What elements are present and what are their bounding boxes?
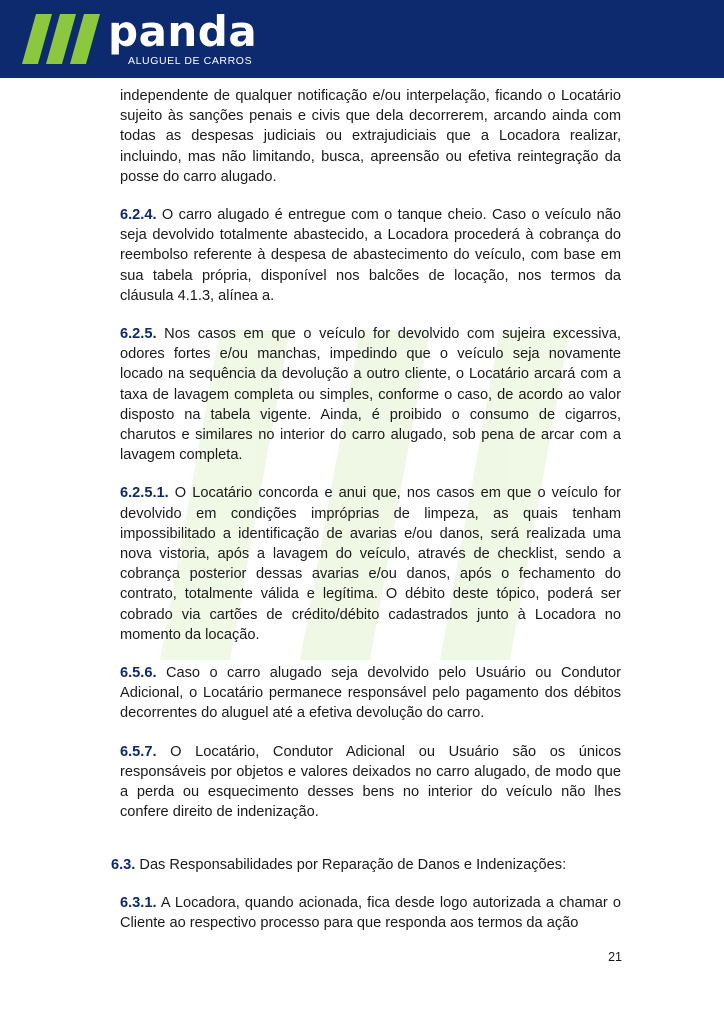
- panda-logo-icon: [22, 14, 106, 64]
- clause-number: 6.2.4.: [120, 207, 157, 224]
- document-body: [111, 86, 621, 951]
- section-number: 6.3.: [111, 856, 136, 873]
- clause-text: Caso o carro alugado seja devolvido pelo Usuário ou Condutor Adicional, o Locatário permanece responsável pelo pagamento dos débitos decorrentes do aluguel até a efetiva devolução do carro.: [120, 665, 621, 722]
- clause-6-5-7: [120, 742, 621, 823]
- clause-text: Nos casos em que o veículo for devolvido com sujeira excessiva, odores fortes e/ou manchas, impedindo que o veículo seja novamente locado na sequência da devolução a outro cliente, o Locatário arcará com a taxa de lavagem completa ou simples, conforme o caso, de acordo ao valor disposto na tabela vigente. Ainda, é proibido o consumo de cigarros, charutos e similares no interior do carro alugado, sob pena de arcar com a lavagem completa.: [120, 326, 621, 464]
- clause-number: 6.3.1.: [120, 894, 157, 911]
- clause-6-2-5: [120, 324, 621, 465]
- section-heading: [111, 855, 621, 875]
- brand-tagline: ALUGUEL DE CARROS: [128, 55, 253, 67]
- clause-6-2-4: [120, 205, 621, 306]
- clause-number: 6.5.7.: [120, 743, 157, 760]
- clause-number: 6.2.5.: [120, 326, 157, 343]
- section-spacer: [120, 841, 621, 855]
- section-title: Das Responsabilidades por Reparação de Danos e Indenizações:: [135, 856, 567, 873]
- brand-name: panda: [108, 7, 258, 56]
- clause-6-3-1: [120, 893, 621, 933]
- clause-text: O carro alugado é entregue com o tanque cheio. Caso o veículo não seja devolvido totalmente abastecido, a Locadora procederá à cobrança do reembolso referente à despesa de abastecimento do veículo, com base em sua tabela própria, disponível nos balcões de locação, nos termos da cláusula 4.1.3, alínea a.: [120, 207, 621, 304]
- page-header: [0, 0, 724, 78]
- page-number: 21: [608, 950, 622, 964]
- clause-number: 6.2.5.1.: [120, 485, 169, 502]
- clause-number: 6.5.6.: [120, 665, 157, 682]
- paragraph-continuation: [120, 86, 621, 187]
- clause-text: independente de qualquer notificação e/ou interpelação, ficando o Locatário sujeito às sanções penais e civis que dela decorrerem, arcando ainda com todas as despesas judiciais ou extrajudiciais que a Locadora realizar, incluindo, mas não limitando, busca, apreensão ou efetiva reintegração da posse do carro alugado.: [120, 88, 621, 185]
- clause-text: A Locadora, quando acionada, fica desde logo autorizada a chamar o Cliente ao respectivo processo para que responda aos termos da ação: [120, 894, 621, 931]
- clause-6-2-5-1: [120, 483, 621, 645]
- clause-text: O Locatário, Condutor Adicional ou Usuário são os únicos responsáveis por objetos e valores deixados no carro alugado, de modo que a perda ou esquecimento desses bens no interior do veículo não lhes confere direito de indenização.: [120, 743, 621, 821]
- clause-text: O Locatário concorda e anui que, nos casos em que o veículo for devolvido em condições impróprias de limpeza, as quais tenham impossibilitado a identificação de avarias e/ou danos, será realizada uma nova vistoria, após a lavagem do veículo, através de checklist, sendo a cobrança posterior dessas avarias e/ou danos, após o fechamento do contrato, totalmente válida e legítima. O débito deste tópico, poderá ser cobrado via cartões de crédito/débito cadastrados junto à Locadora no momento da locação.: [120, 485, 621, 643]
- clause-6-5-6: [120, 663, 621, 724]
